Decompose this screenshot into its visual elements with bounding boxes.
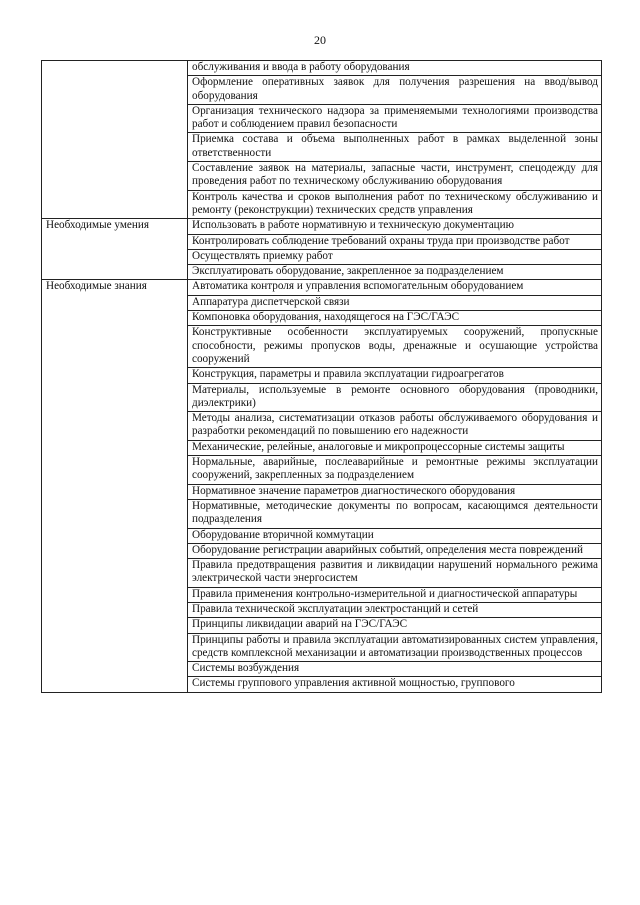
table-row — [42, 280, 602, 295]
requirement-item: Правила применения контрольно-измерительной и диагностической аппаратуры — [188, 587, 602, 602]
requirement-item: Системы возбуждения — [188, 662, 602, 677]
requirements-table — [41, 60, 602, 693]
requirement-item: Материалы, используемые в ремонте основного оборудования (проводники, диэлектрики) — [188, 383, 602, 412]
requirement-item: Оборудование вторичной коммутации — [188, 528, 602, 543]
requirement-item: Механические, релейные, аналоговые и микропроцессорные системы защиты — [188, 440, 602, 455]
requirement-item: Методы анализа, систематизации отказов работы обслуживаемого оборудования и разработки рекомендаций по повышению его надежности — [188, 412, 602, 441]
requirement-item: Оформление оперативных заявок для получения разрешения на ввод/вывод оборудования — [188, 76, 602, 105]
section-label: Необходимые знания — [42, 280, 188, 692]
requirement-item: Составление заявок на материалы, запасные части, инструмент, спецодежду для проведения работ по техническому обслуживанию оборудования — [188, 162, 602, 191]
requirement-item: Использовать в работе нормативную и техническую документацию — [188, 219, 602, 234]
requirement-item: Правила предотвращения развития и ликвидации нарушений нормального режима электрической части энергосистем — [188, 559, 602, 588]
requirement-item: Автоматика контроля и управления вспомогательным оборудованием — [188, 280, 602, 295]
page-number: 20 — [314, 33, 326, 47]
requirements-table-body — [42, 61, 602, 693]
requirement-item: Принципы работы и правила эксплуатации автоматизированных систем управления, средств комплексной механизации и автоматизации производственных процессов — [188, 633, 602, 662]
table-row — [42, 219, 602, 234]
requirement-item: Приемка состава и объема выполненных работ в рамках выделенной зоны ответственности — [188, 133, 602, 162]
table-row — [42, 61, 602, 76]
requirement-item: Оборудование регистрации аварийных событий, определения места повреждений — [188, 543, 602, 558]
requirement-item: Правила технической эксплуатации электростанций и сетей — [188, 602, 602, 617]
requirement-item: Системы группового управления активной мощностью, группового — [188, 677, 602, 692]
requirement-item: Организация технического надзора за применяемыми технологиями производства работ и соблюдением правил безопасности — [188, 104, 602, 133]
section-label — [42, 61, 188, 219]
requirement-item: Контролировать соблюдение требований охраны труда при производстве работ — [188, 234, 602, 249]
requirement-item: Нормативное значение параметров диагностического оборудования — [188, 484, 602, 499]
requirement-item: Нормативные, методические документы по вопросам, касающимся деятельности подразделения — [188, 499, 602, 528]
requirement-item: Принципы ликвидации аварий на ГЭС/ГАЭС — [188, 618, 602, 633]
requirement-item: Эксплуатировать оборудование, закрепленное за подразделением — [188, 265, 602, 280]
section-label: Необходимые умения — [42, 219, 188, 280]
requirement-item: обслуживания и ввода в работу оборудования — [188, 61, 602, 76]
requirement-item: Аппаратура диспетчерской связи — [188, 295, 602, 310]
requirement-item: Компоновка оборудования, находящегося на ГЭС/ГАЭС — [188, 311, 602, 326]
requirement-item: Осуществлять приемку работ — [188, 249, 602, 264]
requirement-item: Конструктивные особенности эксплуатируемых сооружений, пропускные способности, режимы пропусков воды, дренажные и осушающие устройства сооружений — [188, 326, 602, 368]
requirement-item: Нормальные, аварийные, послеаварийные и ремонтные режимы эксплуатации сооружений, закрепленных за подразделением — [188, 456, 602, 485]
requirement-item: Конструкция, параметры и правила эксплуатации гидроагрегатов — [188, 368, 602, 383]
requirement-item: Контроль качества и сроков выполнения работ по техническому обслуживанию и ремонту (реконструкции) технических средств управления — [188, 190, 602, 219]
